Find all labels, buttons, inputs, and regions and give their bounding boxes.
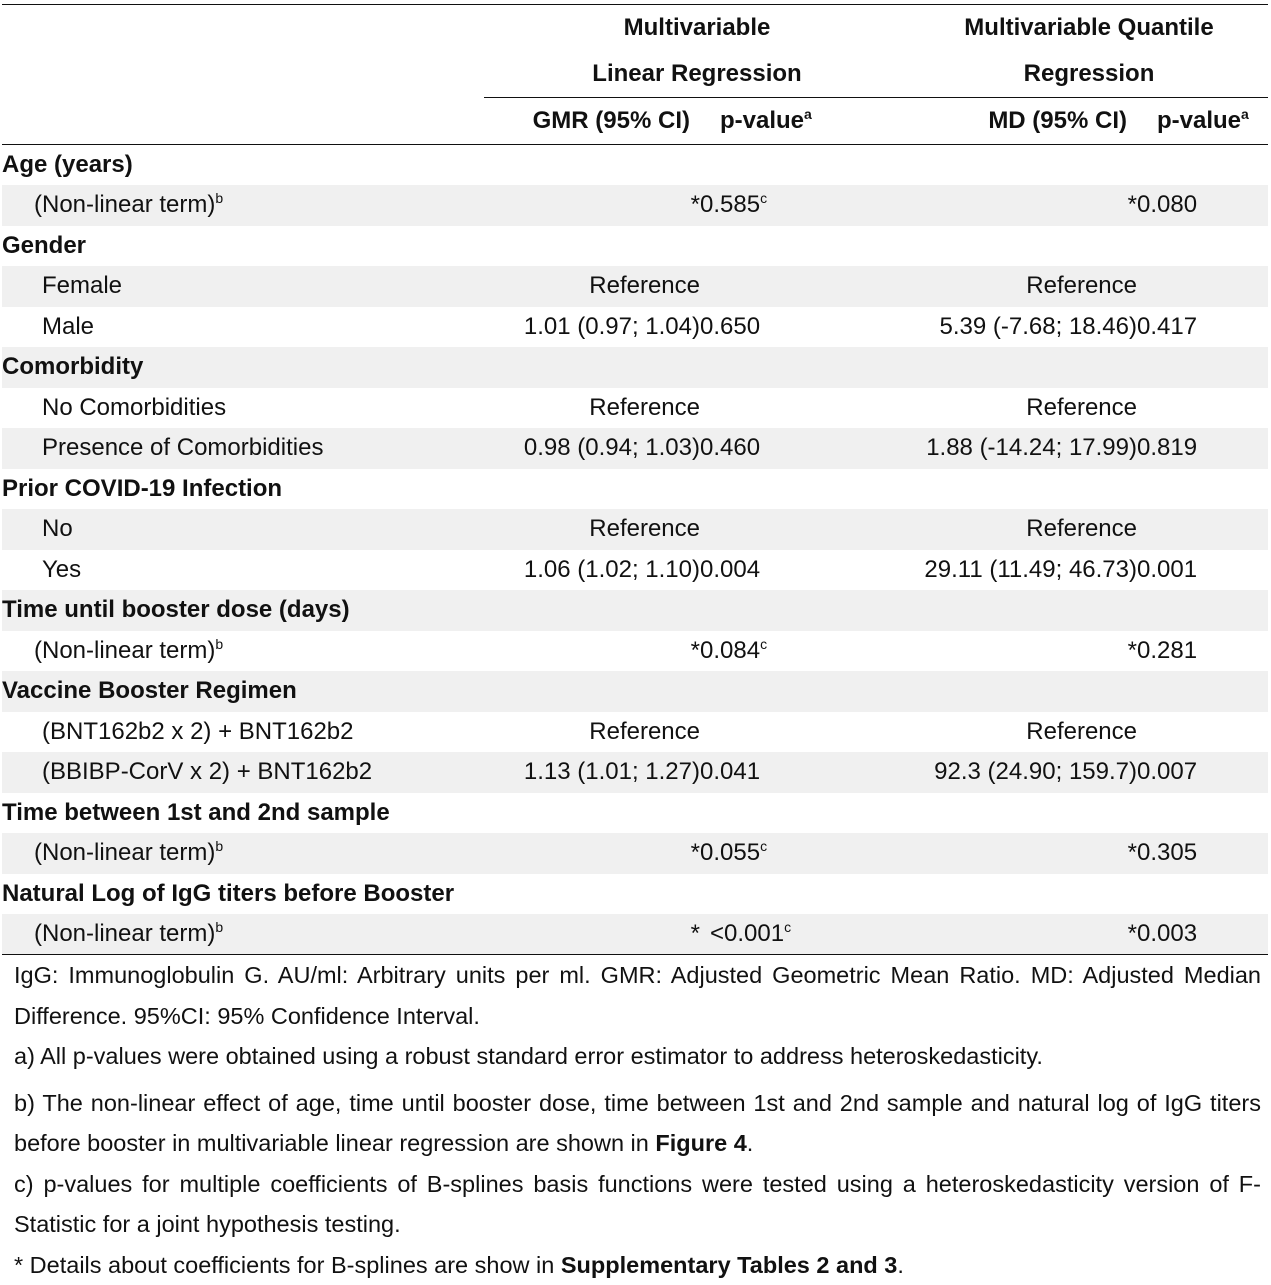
linear-pvalue-cell: 0.041 (700, 752, 910, 793)
table-row (2, 185, 1268, 226)
row-section-label: Time until booster dose (days) (2, 590, 1268, 631)
row-section-label: Age (years) (2, 145, 1268, 186)
header-blank (2, 5, 484, 51)
linear-pvalue-cell: 0.650 (700, 307, 910, 348)
md-cell: * (910, 185, 1137, 226)
gmr-cell: Reference (484, 388, 700, 429)
row-section-label: Time between 1st and 2nd sample (2, 793, 1268, 834)
gmr-cell: * (484, 914, 700, 955)
row-label: Male (2, 307, 484, 348)
quantile-title-line1: Multivariable Quantile (910, 5, 1268, 51)
linear-pvalue-cell: 0.460 (700, 428, 910, 469)
footnote-b: b) The non-linear effect of age, time until booster dose, time between 1st and 2nd sample and natural log of IgG titers before booster in multivariable linear regression are shown in Figure 4. (14, 1083, 1261, 1164)
linear-pvalue-cell (700, 712, 910, 753)
row-label: (Non-linear term)$^b$ (2, 185, 484, 226)
row-label: Yes (2, 550, 484, 591)
row-label: (Non-linear term)$^b$ (2, 833, 484, 874)
quantile-pvalue-cell: 0.001 (1137, 550, 1268, 591)
table-row (2, 266, 1268, 307)
table-body (2, 145, 1268, 955)
row-label: (BNT162b2 x 2) + BNT162b2 (2, 712, 484, 753)
row-section-label: Prior COVID-19 Infection (2, 469, 1268, 510)
linear-pvalue-cell: 0.585$^c$ (700, 185, 910, 226)
header-blank (2, 98, 484, 145)
quantile-pvalue-cell (1137, 509, 1268, 550)
gmr-cell: 0.98 (0.94; 1.03) (484, 428, 700, 469)
row-section-label: Vaccine Booster Regimen (2, 671, 1268, 712)
table-section-row (2, 874, 1268, 915)
row-section-label: Natural Log of IgG titers before Booster (2, 874, 1268, 915)
linear-pvalue-cell: 0.004 (700, 550, 910, 591)
table-row (2, 428, 1268, 469)
md-cell: Reference (910, 388, 1137, 429)
linear-pvalue-cell: <0.001$^c$ (700, 914, 910, 955)
row-label: No (2, 509, 484, 550)
table-row (2, 388, 1268, 429)
table-row (2, 307, 1268, 348)
figure-4-reference: Figure 4 (655, 1130, 746, 1156)
linear-pvalue-cell (700, 509, 910, 550)
row-section-label: Comorbidity (2, 347, 1268, 388)
md-column-header: MD (95% CI) (910, 98, 1137, 145)
table-section-row (2, 793, 1268, 834)
table-section-row (2, 145, 1268, 186)
linear-title-line2: Linear Regression (484, 51, 910, 98)
table-section-row (2, 590, 1268, 631)
md-cell: 5.39 (-7.68; 18.46) (910, 307, 1137, 348)
md-cell: 1.88 (-14.24; 17.99) (910, 428, 1137, 469)
quantile-pvalue-cell (1137, 266, 1268, 307)
row-label: (BBIBP-CorV x 2) + BNT162b2 (2, 752, 484, 793)
linear-title-line1: Multivariable (484, 5, 910, 51)
md-cell: 92.3 (24.90; 159.7) (910, 752, 1137, 793)
md-cell: Reference (910, 509, 1137, 550)
gmr-cell: * (484, 185, 700, 226)
quantile-pvalue-cell: 0.819 (1137, 428, 1268, 469)
md-cell: * (910, 914, 1137, 955)
quantile-pvalue-cell: 0.007 (1137, 752, 1268, 793)
quantile-pvalue-cell: 0.417 (1137, 307, 1268, 348)
gmr-column-header: GMR (95% CI) (484, 98, 700, 145)
table-row (2, 752, 1268, 793)
gmr-cell: 1.06 (1.02; 1.10) (484, 550, 700, 591)
linear-pvalue-cell: 0.084$^c$ (700, 631, 910, 672)
row-label: Female (2, 266, 484, 307)
quantile-pvalue-cell: 0.281 (1137, 631, 1268, 672)
row-label: No Comorbidities (2, 388, 484, 429)
table-row (2, 631, 1268, 672)
linear-pvalue-cell: 0.055$^c$ (700, 833, 910, 874)
quantile-pvalue-cell: 0.080 (1137, 185, 1268, 226)
footnote-c: c) p-values for multiple coefficients of B-splines basis functions were tested using a heteroskedasticity version of F-Statistic for a joint hypothesis testing. (14, 1164, 1261, 1245)
table-section-row (2, 671, 1268, 712)
table-row (2, 914, 1268, 955)
header-blank (2, 51, 484, 98)
footnote-abbreviations: IgG: Immunoglobulin G. AU/ml: Arbitrary units per ml. GMR: Adjusted Geometric Mean Ratio. MD: Adjusted Median Difference. 95%CI: 95% Confidence Interval. (14, 955, 1261, 1036)
table-section-row (2, 469, 1268, 510)
footnote-star: * Details about coefficients for B-splines are show in Supplementary Tables 2 and 3. (14, 1245, 1261, 1285)
quantile-pvalue-cell (1137, 388, 1268, 429)
row-label: (Non-linear term)$^b$ (2, 914, 484, 955)
table-row (2, 550, 1268, 591)
md-cell: 29.11 (11.49; 46.73) (910, 550, 1137, 591)
quantile-pvalue-cell: 0.003 (1137, 914, 1268, 955)
linear-pvalue-header: p-value$^a$ (700, 98, 910, 145)
gmr-cell: Reference (484, 266, 700, 307)
row-label: (Non-linear term)$^b$ (2, 631, 484, 672)
gmr-cell: * (484, 833, 700, 874)
gmr-cell: 1.01 (0.97; 1.04) (484, 307, 700, 348)
row-section-label: Gender (2, 226, 1268, 267)
table-row (2, 833, 1268, 874)
quantile-pvalue-cell: 0.305 (1137, 833, 1268, 874)
table-row (2, 509, 1268, 550)
md-cell: Reference (910, 266, 1137, 307)
table-section-row (2, 226, 1268, 267)
supplementary-tables-reference: Supplementary Tables 2 and 3 (561, 1252, 898, 1278)
quantile-title-line2: Regression (910, 51, 1268, 98)
gmr-cell: 1.13 (1.01; 1.27) (484, 752, 700, 793)
linear-pvalue-cell (700, 388, 910, 429)
gmr-cell: Reference (484, 509, 700, 550)
row-label: Presence of Comorbidities (2, 428, 484, 469)
gmr-cell: * (484, 631, 700, 672)
table-section-row (2, 347, 1268, 388)
table-row (2, 712, 1268, 753)
footnote-a: a) All p-values were obtained using a robust standard error estimator to address heteroskedasticity. (14, 1036, 1261, 1077)
linear-pvalue-cell (700, 266, 910, 307)
md-cell: Reference (910, 712, 1137, 753)
quantile-pvalue-header: p-value$^a$ (1137, 98, 1268, 145)
quantile-pvalue-cell (1137, 712, 1268, 753)
table-footnotes (14, 955, 1261, 1285)
regression-table (2, 4, 1268, 955)
md-cell: * (910, 833, 1137, 874)
gmr-cell: Reference (484, 712, 700, 753)
md-cell: * (910, 631, 1137, 672)
